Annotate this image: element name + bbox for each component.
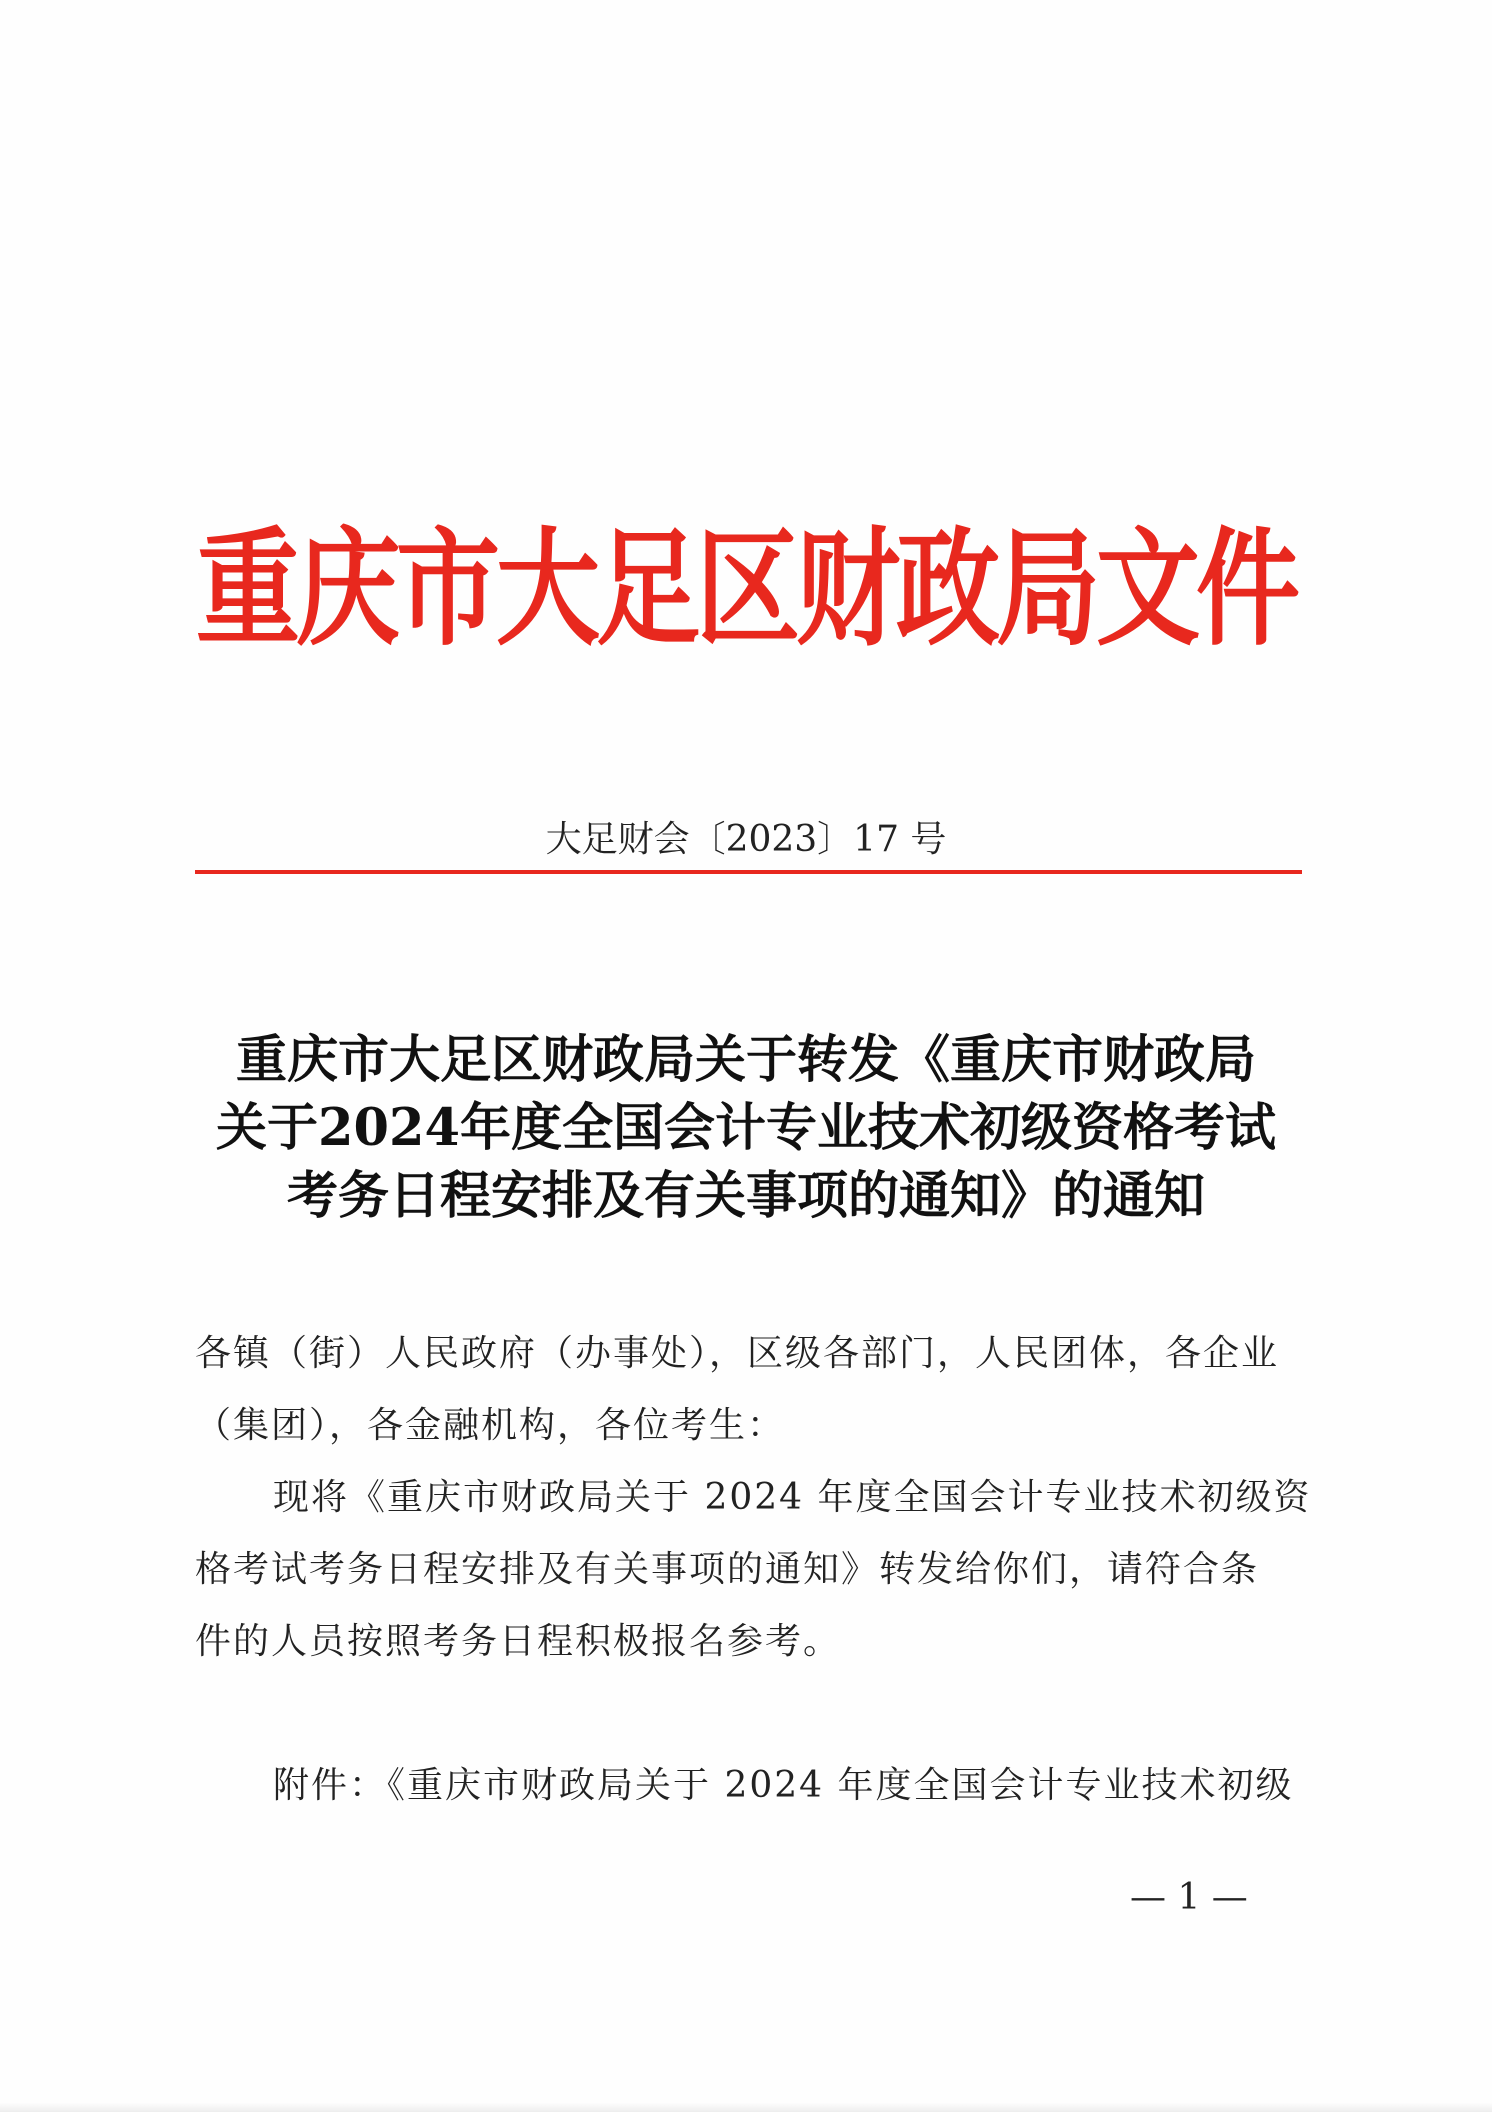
title-line-2: 关于2024年度全国会计专业技术初级资格考试 xyxy=(216,1098,1276,1158)
attachment-note xyxy=(195,1750,1302,1822)
body-line-3: 件的人员按照考务日程积极报名参考。 xyxy=(195,1621,842,1662)
body-line-1: 现将《重庆市财政局关于 2024 年度全国会计专业技术初级资 xyxy=(273,1477,1312,1518)
body-line-2: 格考试考务日程安排及有关事项的通知》转发给你们，请符合条 xyxy=(195,1549,1260,1590)
page-bottom-edge xyxy=(0,2102,1492,2112)
document-title xyxy=(180,1026,1312,1230)
addressee-line-2: （集团），各金融机构，各位考生： xyxy=(195,1405,786,1446)
title-line-1: 重庆市大足区财政局关于转发《重庆市财政局 xyxy=(235,1030,1256,1090)
title-line-3: 考务日程安排及有关事项的通知》的通知 xyxy=(286,1166,1205,1226)
attachment-line: 附件：《重庆市财政局关于 2024 年度全国会计专业技术初级 xyxy=(273,1765,1294,1806)
body-paragraph xyxy=(195,1462,1312,1678)
addressee xyxy=(195,1318,1302,1462)
red-separator-line xyxy=(195,870,1302,874)
document-number: 大足财会〔2023〕17 号 xyxy=(545,819,947,860)
addressee-line-1: 各镇（街）人民政府（办事处），区级各部门，人民团体，各企业 xyxy=(195,1333,1280,1374)
red-header-masthead: 重庆市大足区财政局文件 xyxy=(195,513,1296,664)
page-number: — 1 — xyxy=(1130,1877,1248,1918)
